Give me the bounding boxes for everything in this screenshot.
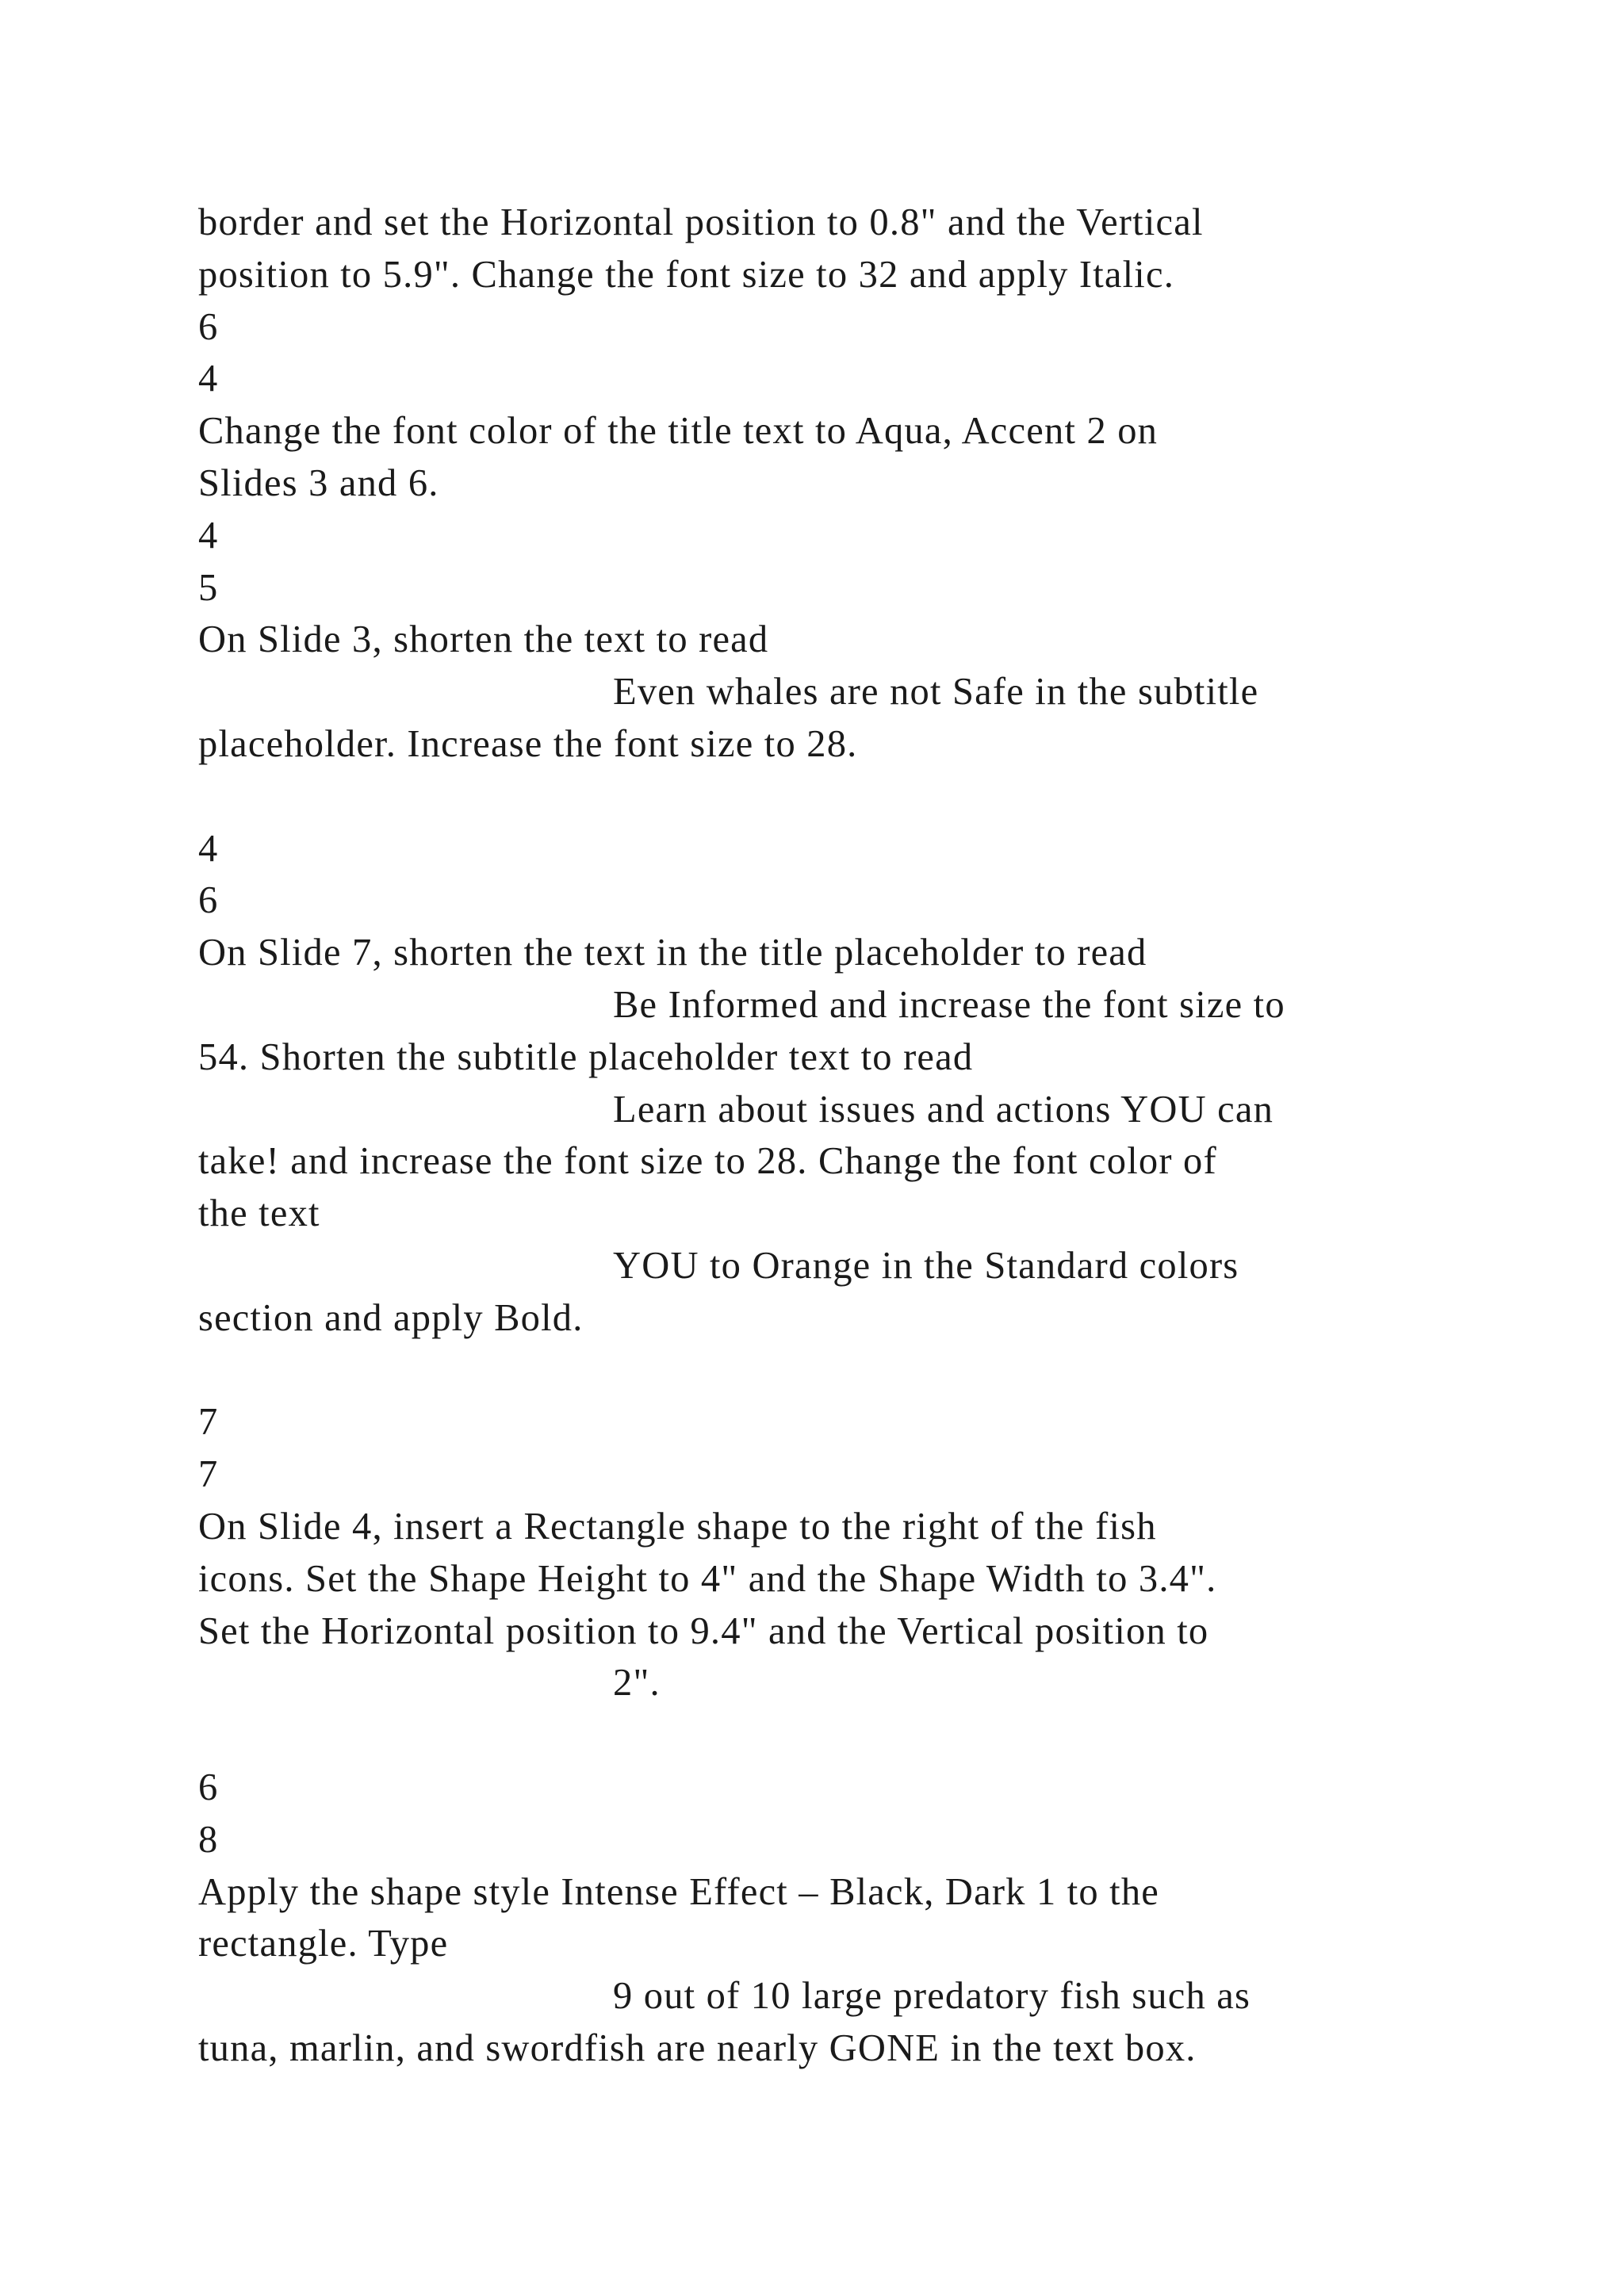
blank-line [198, 771, 1435, 823]
blank-line [198, 1345, 1435, 1397]
text-line: On Slide 7, shorten the text in the title placeholder to read [198, 932, 1147, 974]
step-number: 6 [198, 879, 219, 922]
text-line: Set the Horizontal position to 9.4" and the Vertical position to [198, 1609, 1209, 1652]
indented-text-line: Be Informed and increase the font size to [613, 983, 1285, 1026]
step-number: 8 [198, 1818, 219, 1861]
indented-text-line: Even whales are not Safe in the subtitle [613, 671, 1259, 714]
text-line: On Slide 4, insert a Rectangle shape to the right of the fish [198, 1505, 1157, 1548]
text-line: rectangle. Type [198, 1923, 449, 1965]
indented-text-line: Learn about issues and actions YOU can [613, 1088, 1274, 1131]
text-line: placeholder. Increase the font size to 28. [198, 722, 858, 765]
step-number: 7 [198, 1453, 219, 1496]
step-number: 4 [198, 827, 219, 870]
text-line: Change the font color of the title text to Aqua, Accent 2 on [198, 410, 1159, 453]
step-number: 6 [198, 305, 219, 348]
indented-text-line: 2". [613, 1662, 661, 1705]
text-line: icons. Set the Shape Height to 4" and the Shape Width to 3.4". [198, 1557, 1217, 1600]
text-line: border and set the Horizontal position to 0.8" and the Vertical [198, 201, 1204, 243]
step-number: 5 [198, 566, 219, 609]
text-line: take! and increase the font size to 28. Change the font color of [198, 1140, 1217, 1183]
blank-line [198, 1709, 1435, 1762]
step-number: 4 [198, 358, 219, 400]
step-number: 4 [198, 514, 219, 557]
text-line: On Slide 3, shorten the text to read [198, 618, 769, 661]
text-line: position to 5.9". Change the font size to 32 and apply Italic. [198, 253, 1175, 296]
step-number: 6 [198, 1766, 219, 1808]
text-line: section and apply Bold. [198, 1296, 584, 1339]
text-line: Apply the shape style Intense Effect – Black, Dark 1 to the [198, 1870, 1160, 1913]
indented-text-line: YOU to Orange in the Standard colors [613, 1244, 1239, 1287]
text-line: Slides 3 and 6. [198, 461, 439, 504]
document-body [198, 197, 1435, 2075]
text-line: tuna, marlin, and swordfish are nearly GONE in the text box. [198, 2026, 1197, 2069]
indented-text-line: 9 out of 10 large predatory fish such as [613, 1975, 1251, 2018]
text-line: the text [198, 1192, 320, 1235]
text-line: 54. Shorten the subtitle placeholder text to read [198, 1035, 974, 1078]
step-number: 7 [198, 1401, 219, 1444]
